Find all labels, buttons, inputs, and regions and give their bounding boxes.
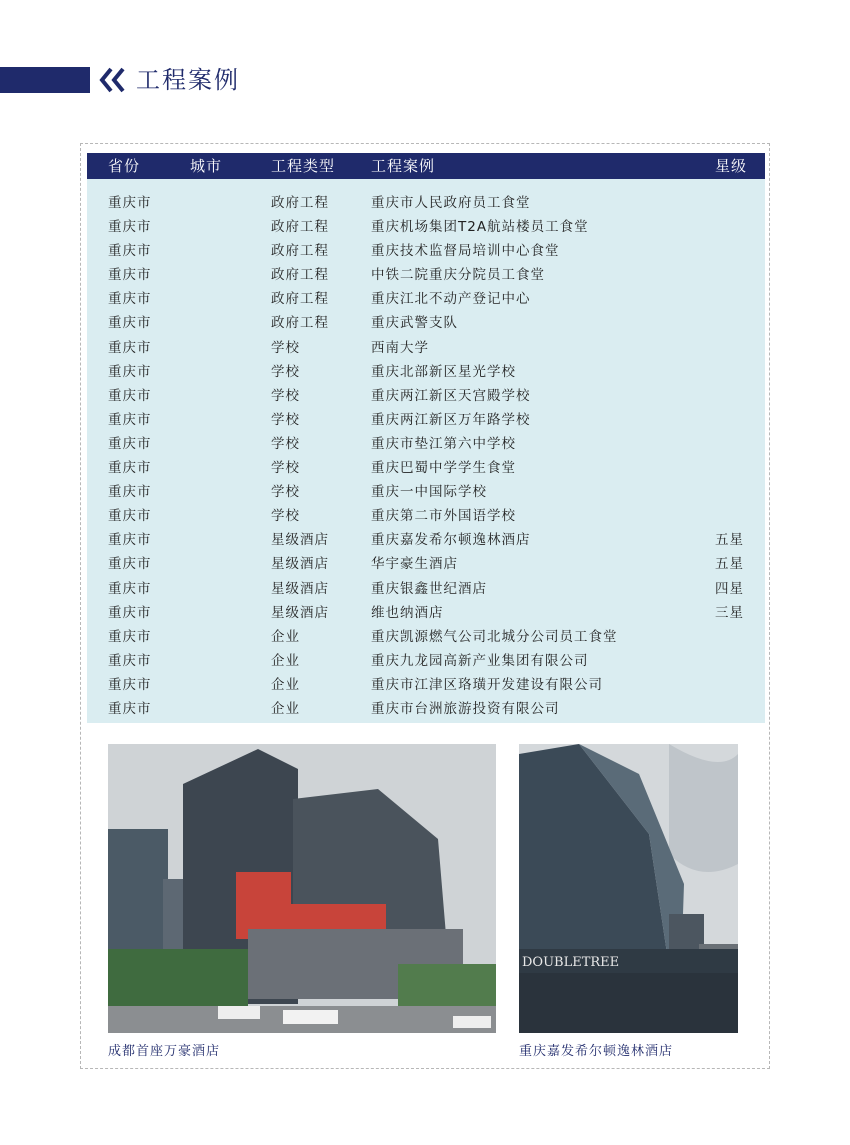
cell-type: 星级酒店 xyxy=(271,532,329,549)
cell-case: 西南大学 xyxy=(371,339,429,356)
table-row xyxy=(87,263,765,287)
header-accent-bar xyxy=(0,67,90,93)
cell-case: 重庆银鑫世纪酒店 xyxy=(371,580,487,597)
cell-type: 学校 xyxy=(271,363,300,380)
cell-type: 企业 xyxy=(271,652,300,669)
cell-province: 重庆市 xyxy=(108,411,152,428)
cell-case: 重庆市台洲旅游投资有限公司 xyxy=(371,700,560,717)
table-row xyxy=(87,528,765,552)
cell-type: 学校 xyxy=(271,435,300,452)
cell-star: 五星 xyxy=(715,556,744,573)
cell-case: 中铁二院重庆分院员工食堂 xyxy=(371,267,545,284)
cell-type: 企业 xyxy=(271,676,300,693)
table-row xyxy=(87,384,765,408)
cell-case: 重庆九龙园高新产业集团有限公司 xyxy=(371,652,589,669)
cell-type: 政府工程 xyxy=(271,291,329,308)
cell-type: 学校 xyxy=(271,460,300,477)
cell-case: 重庆凯源燃气公司北城分公司员工食堂 xyxy=(371,628,618,645)
cell-type: 学校 xyxy=(271,387,300,404)
cell-case: 重庆市垫江第六中学校 xyxy=(371,435,516,452)
cell-province: 重庆市 xyxy=(108,267,152,284)
table-row xyxy=(87,287,765,311)
photo-chengdu-marriott xyxy=(108,744,496,1033)
cell-case: 重庆巴蜀中学学生食堂 xyxy=(371,460,516,477)
cell-type: 学校 xyxy=(271,508,300,525)
cell-type: 政府工程 xyxy=(271,315,329,332)
cell-province: 重庆市 xyxy=(108,532,152,549)
table-row xyxy=(87,191,765,215)
cell-type: 星级酒店 xyxy=(271,580,329,597)
cell-province: 重庆市 xyxy=(108,315,152,332)
cell-case: 重庆北部新区星光学校 xyxy=(371,363,516,380)
cell-case: 华宇豪生酒店 xyxy=(371,556,458,573)
cell-type: 企业 xyxy=(271,700,300,717)
cell-province: 重庆市 xyxy=(108,628,152,645)
cell-case: 重庆市人民政府员工食堂 xyxy=(371,195,531,211)
table-row xyxy=(87,456,765,480)
table-row xyxy=(87,552,765,576)
table-row xyxy=(87,601,765,625)
cell-province: 重庆市 xyxy=(108,484,152,501)
photo-caption-chengdu: 成都首座万豪酒店 xyxy=(108,1044,221,1059)
table-row xyxy=(87,625,765,649)
cell-province: 重庆市 xyxy=(108,195,152,211)
cell-type: 星级酒店 xyxy=(271,604,329,621)
cell-type: 企业 xyxy=(271,628,300,645)
cell-province: 重庆市 xyxy=(108,291,152,308)
cell-case: 重庆两江新区天宫殿学校 xyxy=(371,387,531,404)
cell-case: 重庆嘉发希尔顿逸林酒店 xyxy=(371,532,531,549)
cell-case: 重庆第二市外国语学校 xyxy=(371,508,516,525)
cell-type: 学校 xyxy=(271,339,300,356)
cell-type: 政府工程 xyxy=(271,243,329,260)
table-row xyxy=(87,408,765,432)
photo-caption-chongqing: 重庆嘉发希尔顿逸林酒店 xyxy=(519,1044,674,1059)
table-row xyxy=(87,215,765,239)
cell-province: 重庆市 xyxy=(108,387,152,404)
table-row xyxy=(87,311,765,335)
cell-star: 三星 xyxy=(715,604,744,621)
cell-type: 政府工程 xyxy=(271,267,329,284)
table-row xyxy=(87,649,765,673)
table-row xyxy=(87,673,765,697)
cell-case: 重庆江北不动产登记中心 xyxy=(371,291,531,308)
cell-province: 重庆市 xyxy=(108,460,152,477)
photo-chongqing-doubletree xyxy=(519,744,738,1033)
cell-province: 重庆市 xyxy=(108,676,152,693)
table-row xyxy=(87,697,765,721)
cell-type: 学校 xyxy=(271,484,300,501)
cell-type: 政府工程 xyxy=(271,219,329,236)
cell-province: 重庆市 xyxy=(108,243,152,260)
cell-case: 重庆机场集团T2A航站楼员工食堂 xyxy=(371,219,589,236)
header-city: 城市 xyxy=(190,157,223,175)
cell-province: 重庆市 xyxy=(108,604,152,621)
cell-province: 重庆市 xyxy=(108,556,152,573)
cell-province: 重庆市 xyxy=(108,508,152,525)
cell-case: 重庆两江新区万年路学校 xyxy=(371,411,531,428)
cell-type: 星级酒店 xyxy=(271,556,329,573)
table-row xyxy=(87,239,765,263)
cell-type: 学校 xyxy=(271,411,300,428)
cell-province: 重庆市 xyxy=(108,580,152,597)
cell-type: 政府工程 xyxy=(271,195,329,211)
header-type: 工程类型 xyxy=(271,157,336,175)
cell-star: 四星 xyxy=(715,580,744,597)
page-title: 工程案例 xyxy=(136,66,240,94)
table-header xyxy=(87,153,765,179)
cell-case: 重庆武警支队 xyxy=(371,315,458,332)
table-row xyxy=(87,336,765,360)
header-province: 省份 xyxy=(108,157,141,175)
cell-star: 五星 xyxy=(715,532,744,549)
cell-province: 重庆市 xyxy=(108,339,152,356)
cell-case: 维也纳酒店 xyxy=(371,604,444,621)
cell-province: 重庆市 xyxy=(108,363,152,380)
double-chevron-left-icon xyxy=(98,64,128,96)
table-row xyxy=(87,360,765,384)
cell-case: 重庆技术监督局培训中心食堂 xyxy=(371,243,560,260)
table-row xyxy=(87,504,765,528)
header-star: 星级 xyxy=(715,157,748,175)
table-row xyxy=(87,577,765,601)
table-body xyxy=(87,191,765,721)
cell-province: 重庆市 xyxy=(108,652,152,669)
table-row xyxy=(87,432,765,456)
cell-province: 重庆市 xyxy=(108,435,152,452)
cell-province: 重庆市 xyxy=(108,700,152,717)
cell-province: 重庆市 xyxy=(108,219,152,236)
cell-case: 重庆市江津区珞璜开发建设有限公司 xyxy=(371,676,603,693)
sign-text: DOUBLETREE xyxy=(522,955,620,970)
table-row xyxy=(87,480,765,504)
header-case: 工程案例 xyxy=(371,157,436,175)
cell-case: 重庆一中国际学校 xyxy=(371,484,487,501)
